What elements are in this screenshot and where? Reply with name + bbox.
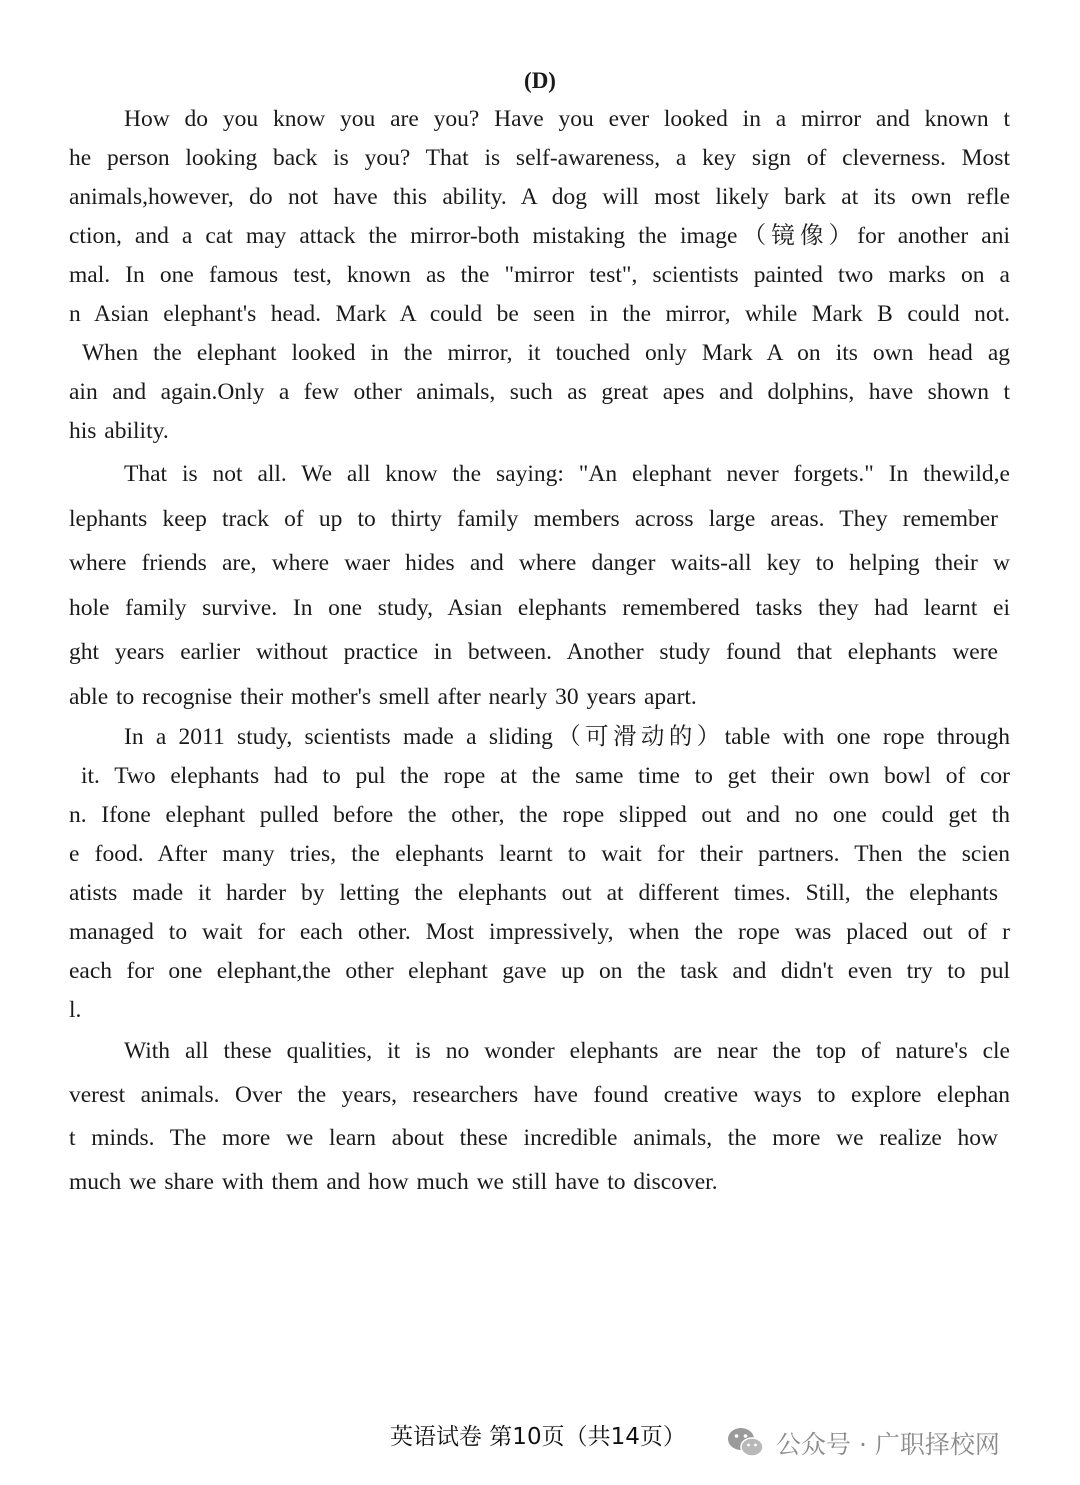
wechat-icon [726, 1426, 766, 1460]
text-line: ght years earlier without practice in between. Another study found that elephants were [69, 639, 998, 666]
text-line: That is not all. We all know the saying: "An elephant never forgets." In thewild,e [124, 461, 1010, 487]
paragraph-2 [69, 452, 1010, 720]
text-line: where friends are, where waer hides and where danger waits-all key to helping their w [69, 550, 1010, 577]
text-line: With all these qualities, it is no wonder elephants are near the top of nature's cle [124, 1038, 1010, 1064]
text-line: much we share with them and how much we still have to discover. [69, 1169, 718, 1196]
text-line: atists made it harder by letting the elephants out at different times. Still, the elephants [69, 880, 998, 906]
text-line: mal. In one famous test, known as the "mirror test", scientists painted two marks on a [69, 262, 1010, 288]
paragraph-3 [69, 718, 1010, 1030]
section-title: (D) [524, 68, 556, 93]
paragraph-1 [69, 100, 1010, 451]
text-line: animals,however, do not have this ability. A dog will most likely bark at its own refle [69, 184, 1010, 210]
text-line: When the elephant looked in the mirror, it touched only Mark A on its own head ag [82, 340, 1010, 366]
text-line: ction, and a cat may attack the mirror-both mistaking the image（镜像）for another ani [69, 223, 1010, 249]
text-line: l. [69, 997, 82, 1023]
text-line: it. Two elephants had to pul the rope at the same time to get their own bowl of cor [81, 763, 1010, 789]
text-line: n Asian elephant's head. Mark A could be seen in the mirror, while Mark B could not. [69, 301, 1010, 327]
text-line: e food. After many tries, the elephants learnt to wait for their partners. Then the scien [69, 841, 1010, 867]
text-line: managed to wait for each other. Most impressively, when the rope was placed out of r [69, 919, 1010, 945]
text-line: his ability. [69, 418, 169, 444]
text-line: t minds. The more we learn about these incredible animals, the more we realize how [69, 1125, 998, 1152]
page-footer: 英语试卷 第10页（共14页） [390, 1424, 686, 1450]
watermark [726, 1425, 1000, 1461]
paragraph-4 [69, 1030, 1010, 1205]
text-line: n. Ifone elephant pulled before the other, the rope slipped out and no one could get th [69, 802, 1010, 828]
text-line: How do you know you are you? Have you ever looked in a mirror and known t [124, 106, 1010, 132]
text-line: lephants keep track of up to thirty family members across large areas. They remember [69, 505, 998, 532]
text-line: ain and again.Only a few other animals, such as great apes and dolphins, have shown t [69, 379, 1010, 405]
text-line: able to recognise their mother's smell after nearly 30 years apart. [69, 683, 697, 710]
text-line: verest animals. Over the years, researchers have found creative ways to explore elephan [69, 1081, 1010, 1108]
text-line: hole family survive. In one study, Asian elephants remembered tasks they had learnt ei [69, 594, 1010, 621]
watermark-text: 公众号 · 广职择校网 [776, 1430, 1000, 1459]
text-line: each for one elephant,the other elephant gave up on the task and didn't even try to pul [69, 958, 1010, 984]
text-line: In a 2011 study, scientists made a sliding（可滑动的）table with one rope through [124, 724, 1010, 750]
text-line: he person looking back is you? That is self-awareness, a key sign of cleverness. Most [69, 145, 1010, 171]
